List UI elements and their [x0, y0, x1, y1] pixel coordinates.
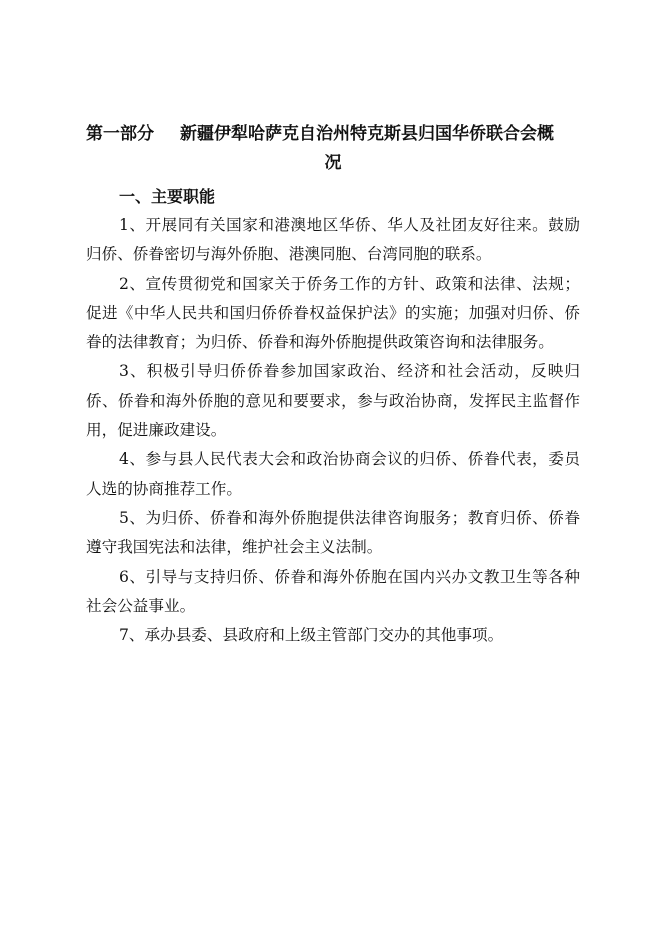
part-label: 第一部分: [86, 124, 154, 144]
duty-item-2: 2、宣传贯彻党和国家关于侨务工作的方针、政策和法律、法规；促进《中华人民共和国归侨侨眷权益保护法》的实施；加强对归侨、侨眷的法律教育；为归侨、侨眷和海外侨胞提供政策咨询和法律服务。: [86, 274, 580, 352]
title-text: 新疆伊犁哈萨克自治州特克斯县归国华侨联合会概: [180, 124, 554, 144]
duty-item-5: 5、为归侨、侨眷和海外侨胞提供法律咨询服务；教育归侨、侨眷遵守我国宪法和法律，维护社会主义法制。: [86, 508, 580, 557]
document-page: [86, 120, 580, 650]
duty-item-7: 7、承办县委、县政府和上级主管部门交办的其他事项。: [119, 626, 504, 645]
section-heading: 一、主要职能: [119, 187, 216, 206]
page-title: [86, 120, 580, 178]
duty-item-1: 1、开展同有关国家和港澳地区华侨、华人及社团友好往来。鼓励归侨、侨眷密切与海外侨胞、港澳同胞、台湾同胞的联系。: [86, 216, 580, 264]
duty-item-3: 3、积极引导归侨侨眷参加国家政治、经济和社会活动，反映归侨、侨眷和海外侨胞的意见和要要求，参与政治协商，发挥民主监督作用，促进廉政建设。: [86, 362, 580, 440]
duty-item-6: 6、引导与支持归侨、侨眷和海外侨胞在国内兴办文教卫生等各种社会公益事业。: [86, 567, 580, 615]
duty-item-4: 4、参与县人民代表大会和政治协商会议的归侨、侨眷代表，委员人选的协商推荐工作。: [86, 450, 580, 498]
title-continuation: 况: [324, 153, 342, 173]
